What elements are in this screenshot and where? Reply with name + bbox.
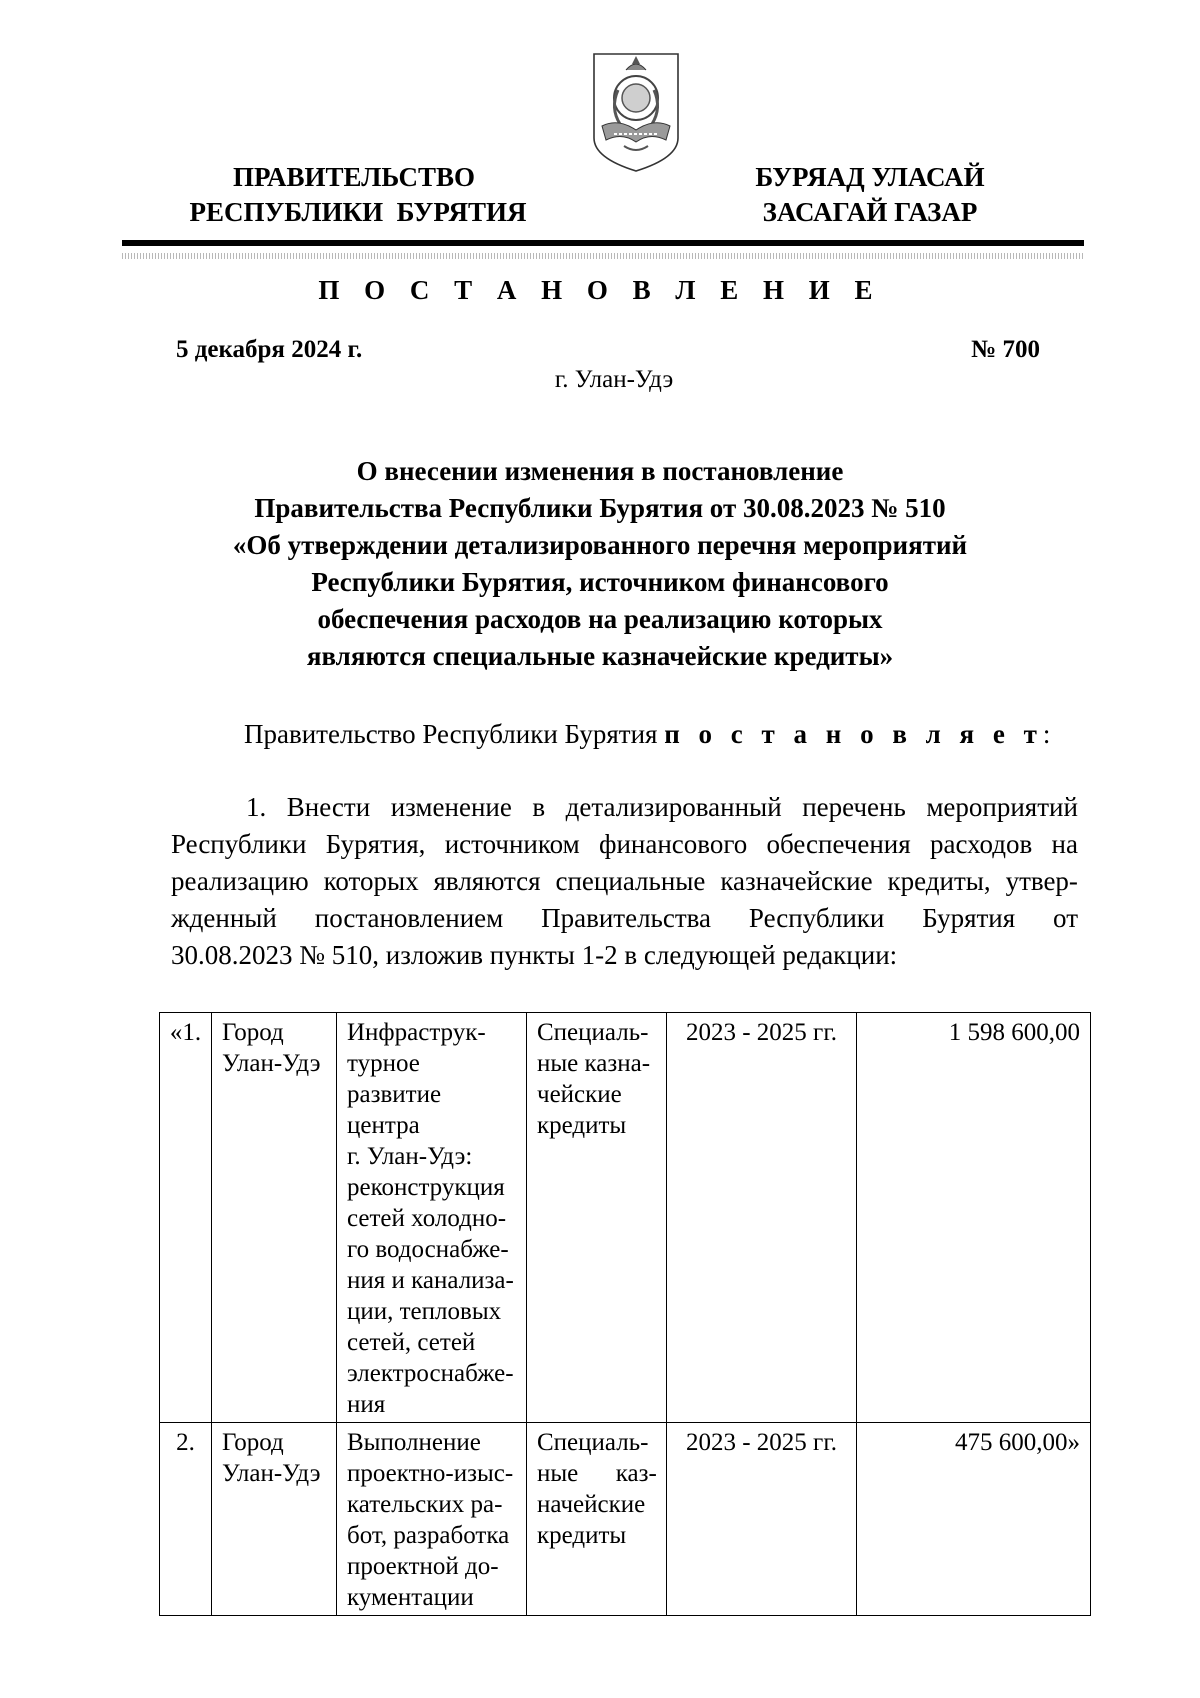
paragraph-word: источником xyxy=(444,829,580,859)
paragraph-word: от xyxy=(1053,903,1078,933)
title-line: являются специальные казначейские кредиты» xyxy=(306,641,894,671)
document-type: П О С Т А Н О В Л Е Н И Е xyxy=(318,275,882,305)
paragraph-line xyxy=(171,789,1078,826)
paragraph-word: реализацию xyxy=(171,866,309,896)
coat-of-arms-icon xyxy=(588,50,684,175)
paragraph-word: в xyxy=(532,792,546,822)
row-period: 2023 - 2025 гг. xyxy=(667,1013,857,1423)
paragraph-line: 30.08.2023 № 510, изложив пункты 1-2 в следующей редакции: xyxy=(171,940,898,970)
paragraph-word: кредиты, xyxy=(887,866,991,896)
government-name-line-2: РЕСПУБЛИКИ БУРЯТИЯ xyxy=(189,197,527,227)
paragraph-word: Правительства xyxy=(541,903,712,933)
paragraph-word: постановлением xyxy=(314,903,504,933)
row-amount: 475 600,00» xyxy=(857,1423,1091,1616)
decree-prefix: Правительство Республики Бурятия xyxy=(244,719,665,749)
row-place: Город Улан-Удэ xyxy=(212,1423,337,1616)
title-line: Республики Бурятия, источником финансового xyxy=(311,567,889,597)
paragraph-word: перечень xyxy=(802,792,906,822)
paragraph-word: Бурятия xyxy=(922,903,1016,933)
paragraph-word: расходов xyxy=(929,829,1033,859)
header-divider-thick xyxy=(122,240,1084,246)
paragraph-line xyxy=(171,826,1078,863)
title-line: «Об утверждении детализированного перечня мероприятий xyxy=(232,530,968,560)
row-period: 2023 - 2025 гг. xyxy=(667,1423,857,1616)
decree-verb: п о с т а н о в л я е т xyxy=(664,719,1043,749)
paragraph-word: жденный xyxy=(171,903,277,933)
row-source: Специаль- ные казна- чейские кредиты xyxy=(527,1013,667,1423)
document-number: № 700 xyxy=(971,336,1040,363)
paragraph-word: утвер- xyxy=(1005,866,1078,896)
paragraph-word: изменение xyxy=(390,792,512,822)
row-place: Город Улан-Удэ xyxy=(212,1013,337,1423)
government-name-russian xyxy=(168,160,548,230)
paragraph-word: детализированный xyxy=(565,792,782,822)
document-title xyxy=(160,453,1040,675)
title-line: Правительства Республики Бурятия от 30.08.2023 № 510 xyxy=(254,493,946,523)
decree-suffix: : xyxy=(1042,719,1051,749)
paragraph-word: казначейские xyxy=(720,866,873,896)
government-name-line-1: ПРАВИТЕЛЬСТВО xyxy=(232,162,476,192)
decree-statement xyxy=(244,719,1050,750)
header-divider-hatched xyxy=(122,253,1084,259)
paragraph-word: Республики xyxy=(748,903,885,933)
row-number: «1. xyxy=(160,1013,212,1423)
document-city: г. Улан-Удэ xyxy=(554,366,674,393)
paragraph-word: которых xyxy=(323,866,419,896)
document-date: 5 декабря 2024 г. xyxy=(176,336,363,363)
paragraph-word: являются xyxy=(433,866,541,896)
paragraph-1 xyxy=(171,789,1078,974)
paragraph-word: 1. xyxy=(246,792,267,822)
paragraph-word: специальные xyxy=(555,866,706,896)
row-source: Специаль- ные каз- начейские кредиты xyxy=(527,1423,667,1616)
row-event: Инфраструк- турное развитие центра г. Улан-Удэ: реконструкция сетей холодно- го водоснабже- ния и канализа- ции, тепловых сетей, сетей электроснабже- ния xyxy=(337,1013,527,1423)
paragraph-line xyxy=(171,900,1078,937)
government-name-buryat xyxy=(700,160,1040,230)
title-line: обеспечения расходов на реализацию которых xyxy=(317,604,883,634)
paragraph-word: финансового xyxy=(598,829,748,859)
paragraph-word: обеспечения xyxy=(766,829,911,859)
paragraph-word: Внести xyxy=(286,792,371,822)
paragraph-word: мероприятий xyxy=(926,792,1078,822)
paragraph-word: Республики xyxy=(171,829,307,859)
table-row xyxy=(160,1013,1091,1423)
row-amount: 1 598 600,00 xyxy=(857,1013,1091,1423)
row-event: Выполнение проектно-изыс- кательских ра- бот, разработка проектной до- кументации xyxy=(337,1423,527,1616)
title-line: О внесении изменения в постановление xyxy=(356,456,844,486)
paragraph-word: Бурятия, xyxy=(325,829,426,859)
paragraph-line xyxy=(171,863,1078,900)
events-table xyxy=(159,1012,1091,1616)
government-name-buryat-line-2: ЗАСАГАЙ ГАЗАР xyxy=(762,197,978,227)
government-name-buryat-line-1: БУРЯАД УЛАСАЙ xyxy=(755,162,985,192)
table-row xyxy=(160,1423,1091,1616)
paragraph-word: на xyxy=(1051,829,1078,859)
row-number: 2. xyxy=(160,1423,212,1616)
